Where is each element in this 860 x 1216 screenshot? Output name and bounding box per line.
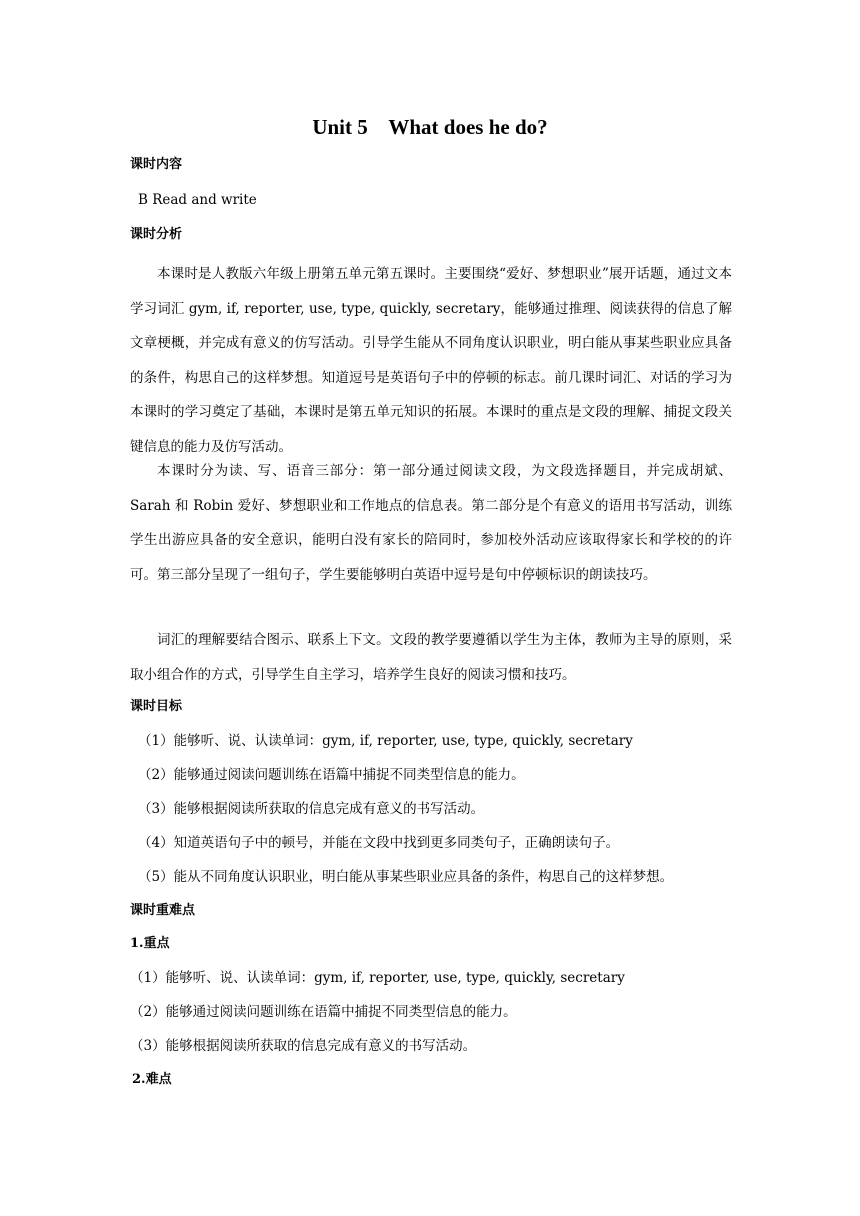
analysis-paragraph: 词汇的理解要结合图示、联系上下文。文段的教学要遵循以学生为主体，教师为主导的原则，采取小组合作的方式，引导学生自主学习，培养学生良好的阅读习惯和技巧。 — [130, 632, 732, 683]
objective-item: （5）能从不同角度认识职业，明白能从事某些职业应具备的条件，构思自己的这样梦想。 — [138, 869, 674, 885]
analysis-paragraph: 本课时分为读、写、语音三部分：第一部分通过阅读文段，为文段选择题目，并完成胡斌、Sarah 和 Robin 爱好、梦想职业和工作地点的信息表。第二部分是个有意义的语用书写活动，训练学生出游应具备的安全意识，能明白没有家长的陪同时，参加校外活动应该取得家长和学校的的许可。第三部分呈现了一组句子，学生要能够明白英语中逗号是句中停顿标识的朗读技巧。 — [130, 463, 732, 583]
objective-item: （1）能够听、说、认读单词：gym, if, reporter, use, type, quickly, secretary — [138, 733, 633, 749]
heading-lesson-content: 课时内容 — [130, 157, 183, 172]
lesson-content-text: B Read and write — [138, 192, 257, 208]
document-title: Unit 5 What does he do? — [312, 115, 548, 139]
analysis-paragraph: 本课时是人教版六年级上册第五单元第五课时。主要围绕“爱好、梦想职业”展开话题，通过文本学习词汇 gym, if, reporter, use, type, quickly, secretary，能够通过推理、阅读获得的信息了解文章梗概，并完成有意义的仿写活动。引导学生能从不同角度认识职业，明白能从事某些职业应具备的条件，构思自己的这样梦想。知道逗号是英语句子中的停顿的标志。前几课时词汇、对话的学习为本课时的学习奠定了基础，本课时是第五单元知识的拓展。本课时的重点是文段的理解、捕捉文段关键信息的能力及仿写活动。 — [130, 266, 732, 455]
heading-lesson-objectives: 课时目标 — [130, 699, 183, 714]
subheading-difficult-points: 2.难点 — [132, 1072, 172, 1087]
objective-item: （2）能够通过阅读问题训练在语篇中捕捉不同类型信息的能力。 — [138, 767, 525, 783]
key-point-item: （1）能够听、说、认读单词：gym, if, reporter, use, type, quickly, secretary — [130, 970, 625, 986]
heading-key-difficult-points: 课时重难点 — [130, 903, 196, 918]
heading-lesson-analysis: 课时分析 — [130, 227, 183, 242]
subheading-key-points: 1.重点 — [130, 936, 170, 951]
key-point-item: （2）能够通过阅读问题训练在语篇中捕捉不同类型信息的能力。 — [130, 1004, 517, 1020]
key-point-item: （3）能够根据阅读所获取的信息完成有意义的书写活动。 — [130, 1038, 477, 1054]
objective-item: （4）知道英语句子中的顿号，并能在文段中找到更多同类句子，正确朗读句子。 — [138, 835, 620, 851]
objective-item: （3）能够根据阅读所获取的信息完成有意义的书写活动。 — [138, 801, 485, 817]
